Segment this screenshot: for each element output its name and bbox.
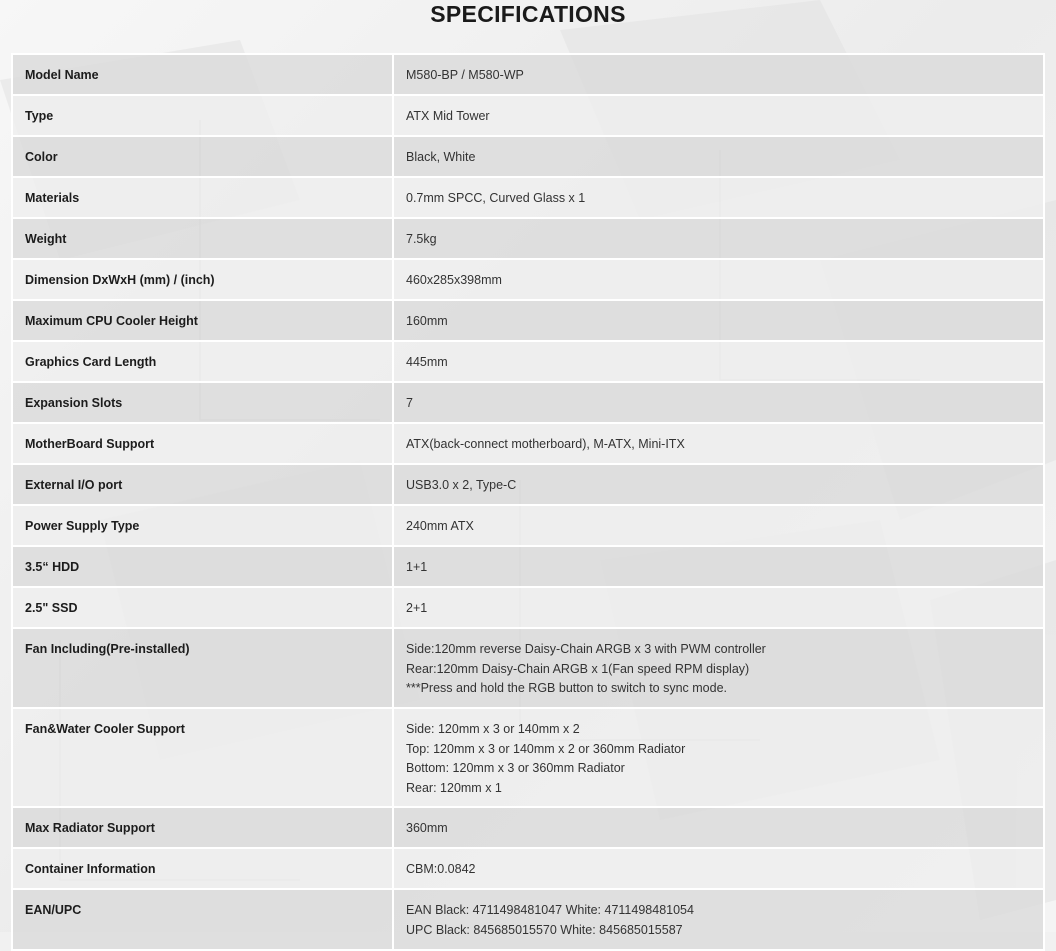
spec-value — [393, 628, 1044, 708]
table-row — [12, 546, 1044, 587]
spec-label: Graphics Card Length — [12, 341, 393, 382]
spec-label: Fan Including(Pre-installed) — [12, 628, 393, 708]
spec-value-line: Top: 120mm x 3 or 140mm x 2 or 360mm Radiator — [406, 741, 686, 756]
spec-value — [393, 708, 1044, 807]
spec-label: Power Supply Type — [12, 505, 393, 546]
spec-value — [393, 259, 1044, 300]
specifications-table — [11, 53, 1045, 951]
table-row — [12, 807, 1044, 848]
spec-label: Type — [12, 95, 393, 136]
spec-value-line: ***Press and hold the RGB button to switch to sync mode. — [406, 681, 728, 695]
table-row — [12, 300, 1044, 341]
table-row — [12, 505, 1044, 546]
spec-value-line: M580-BP / M580-WP — [406, 68, 524, 82]
table-row — [12, 341, 1044, 382]
spec-value — [393, 848, 1044, 889]
spec-value — [393, 218, 1044, 259]
spec-label: Expansion Slots — [12, 382, 393, 423]
spec-value — [393, 587, 1044, 628]
spec-value-line: 2+1 — [406, 601, 428, 615]
table-row — [12, 218, 1044, 259]
page-title: SPECIFICATIONS — [430, 1, 626, 27]
spec-value-line: 1+1 — [406, 560, 428, 574]
spec-value-line: Black, White — [406, 150, 476, 164]
spec-value-line: Rear:120mm Daisy-Chain ARGB x 1(Fan speed RPM display) — [406, 661, 750, 676]
table-row — [12, 54, 1044, 95]
spec-value-line: 0.7mm SPCC, Curved Glass x 1 — [406, 191, 586, 205]
table-row — [12, 95, 1044, 136]
spec-value-line: 445mm — [406, 355, 448, 369]
spec-label: 3.5“ HDD — [12, 546, 393, 587]
spec-label: Materials — [12, 177, 393, 218]
table-row — [12, 177, 1044, 218]
spec-value-line: Side:120mm reverse Daisy-Chain ARGB x 3 with PWM controller — [406, 642, 766, 656]
table-row — [12, 889, 1044, 950]
spec-value-line: Bottom: 120mm x 3 or 360mm Radiator — [406, 761, 625, 775]
spec-label: MotherBoard Support — [12, 423, 393, 464]
spec-value — [393, 807, 1044, 848]
spec-value — [393, 54, 1044, 95]
table-row — [12, 382, 1044, 423]
spec-value-line: 7 — [406, 396, 413, 410]
spec-value-line: USB3.0 x 2, Type-C — [406, 478, 517, 492]
spec-value-line: UPC Black: 845685015570 White: 845685015587 — [406, 922, 683, 937]
spec-value — [393, 423, 1044, 464]
table-row — [12, 708, 1044, 807]
spec-label: Container Information — [12, 848, 393, 889]
spec-value-line: ATX(back-connect motherboard), M-ATX, Mini-ITX — [406, 437, 685, 451]
spec-value — [393, 300, 1044, 341]
spec-value-line: 240mm ATX — [406, 519, 474, 533]
spec-value — [393, 341, 1044, 382]
spec-value-line: EAN Black: 4711498481047 White: 4711498481054 — [406, 903, 694, 917]
spec-label: External I/O port — [12, 464, 393, 505]
spec-value-line: 460x285x398mm — [406, 273, 502, 287]
spec-value-line: 360mm — [406, 821, 448, 835]
spec-label: Model Name — [12, 54, 393, 95]
table-row — [12, 464, 1044, 505]
spec-label: 2.5" SSD — [12, 587, 393, 628]
table-row — [12, 848, 1044, 889]
spec-value — [393, 382, 1044, 423]
spec-label: Max Radiator Support — [12, 807, 393, 848]
table-row — [12, 136, 1044, 177]
spec-value — [393, 889, 1044, 950]
spec-value — [393, 505, 1044, 546]
spec-value — [393, 464, 1044, 505]
spec-value-line: ATX Mid Tower — [406, 109, 490, 123]
spec-value — [393, 95, 1044, 136]
spec-label: Maximum CPU Cooler Height — [12, 300, 393, 341]
spec-label: Dimension DxWxH (mm) / (inch) — [12, 259, 393, 300]
spec-value-line: 160mm — [406, 314, 448, 328]
spec-label: Weight — [12, 218, 393, 259]
spec-label: Color — [12, 136, 393, 177]
table-row — [12, 423, 1044, 464]
spec-label: Fan&Water Cooler Support — [12, 708, 393, 807]
spec-value — [393, 177, 1044, 218]
spec-value-line: Rear: 120mm x 1 — [406, 780, 502, 795]
spec-label: EAN/UPC — [12, 889, 393, 950]
spec-value — [393, 136, 1044, 177]
table-row — [12, 587, 1044, 628]
spec-value-line: CBM:0.0842 — [406, 862, 476, 876]
table-row — [12, 259, 1044, 300]
spec-value-line: 7.5kg — [406, 232, 437, 246]
table-row — [12, 628, 1044, 708]
spec-value-line: Side: 120mm x 3 or 140mm x 2 — [406, 722, 580, 736]
spec-value — [393, 546, 1044, 587]
